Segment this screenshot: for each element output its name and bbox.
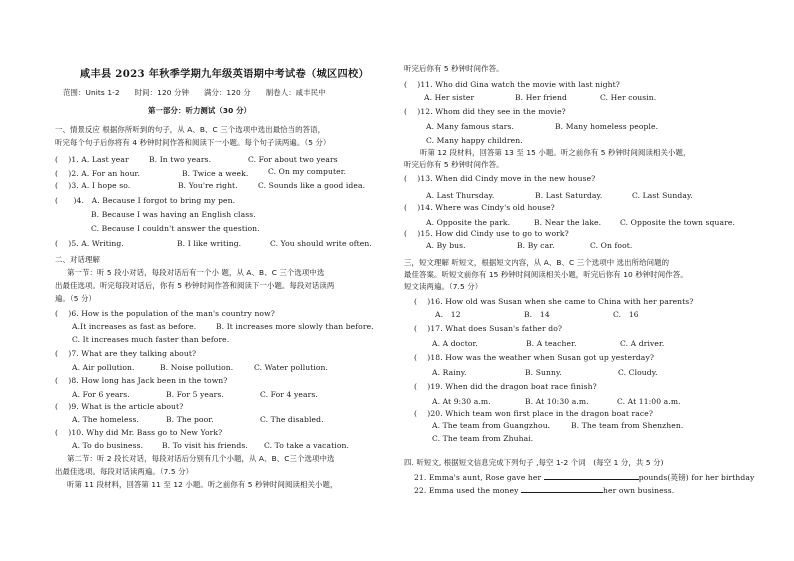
- material-12-answer-time: 听完后你有 5 秒钟时间作答。: [404, 160, 504, 169]
- q7-option-a: A. Air pollution.: [72, 363, 135, 372]
- q8-option-a: A. For 6 years.: [72, 390, 130, 399]
- q21-answer-blank[interactable]: [544, 472, 639, 480]
- q18-option-b: B. Sunny.: [525, 368, 562, 377]
- material-12-instruction: 听第 12 段材料，回答第 13 至 15 小题。听之前你有 5 秒钟时间阅读相关小题，: [420, 148, 691, 157]
- question-22: [414, 485, 674, 496]
- q18-stem: ( )18. How was the weather when Susan got up yesterday?: [414, 353, 655, 362]
- q8-stem: ( )8. How long has Jack been in the town?: [55, 376, 228, 385]
- q4-option-c: C. Because I couldn't answer the question.: [91, 224, 260, 233]
- answer-time-note: 听完后你有 5 秒钟时间作答。: [404, 64, 504, 73]
- q3-option-a: ( )3. A. I hope so.: [55, 181, 131, 190]
- q4-option-a: ( )4. A. Because I forgot to bring my pen.: [55, 196, 236, 205]
- q2-option-c: C. On my computer.: [268, 167, 347, 176]
- q21-text-end: pounds(英镑) for her birthday: [638, 473, 755, 482]
- q6-option-c: C. It increases much faster than before.: [72, 335, 230, 344]
- q10-stem: ( )10. Why did Mr. Bass go to New York?: [55, 428, 223, 437]
- section4-heading: 四. 听短文, 根据短文信息完成下列句子 ,每空 1-2 个词 (每空 1 分，共 5 分): [404, 458, 664, 467]
- section3-instruction-line3: 短文读两遍。（7.5 分）: [404, 282, 483, 291]
- q4-option-b: B. Because I was having an English class.: [91, 210, 256, 219]
- section2-part2-line1: 第二节：听 2 段长对话，每段对话后分别有几个小题，从 A、B、C三个选项中选: [67, 454, 335, 463]
- q15-stem: ( )15. How did Cindy use to go to work?: [404, 229, 569, 238]
- q1-option-b: B. In two years.: [149, 155, 212, 164]
- q5-option-b: B. I like writing.: [177, 239, 242, 248]
- q9-option-a: A. The homeless.: [72, 415, 140, 424]
- q11-option-c: C. Her cousin.: [600, 93, 657, 102]
- q8-option-c: C. For 4 years.: [260, 390, 318, 399]
- q12-option-a: A. Many famous stars.: [426, 122, 515, 131]
- exam-title: 咸丰县 2023 年秋季学期九年级英语期中考试卷（城区四校）: [80, 68, 369, 80]
- q17-option-c: C. A driver.: [620, 339, 665, 348]
- q19-option-a: A. At 9:30 a.m.: [432, 397, 491, 406]
- q20-stem: ( )20. Which team won first place in the dragon boat race?: [414, 409, 654, 418]
- q13-option-a: A. Last Thursday.: [426, 191, 495, 200]
- q7-option-b: B. Noise pollution.: [160, 363, 234, 372]
- q2-option-a: ( )2. A. For an hour.: [55, 169, 140, 178]
- q3-option-b: B. You're right.: [178, 181, 238, 190]
- q7-option-c: C. Water pollution.: [254, 363, 329, 372]
- q3-option-c: C. Sounds like a good idea.: [258, 181, 366, 190]
- q20-option-b: B. The team from Shenzhen.: [571, 421, 684, 430]
- section2-part2-line2: 出最佳选项。每段对话读两遍。（7.5 分）: [55, 467, 194, 476]
- q9-stem: ( )9. What is the article about?: [55, 402, 184, 411]
- q5-option-a: ( )5. A. Writing.: [55, 239, 124, 248]
- section3-instruction-line1: 三，短文理解 听短文，根据短文内容，从 A、B、C 三个选项中 选出所给问题的: [404, 258, 670, 267]
- q10-option-c: C. To take a vacation.: [264, 441, 350, 450]
- section1-instruction-line1: 一、情景反应 根据你所听到的句子，从 A、B、C 三个选项中选出最恰当的答语，: [55, 125, 326, 134]
- q14-stem: ( )14. Where was Cindy's old house?: [404, 203, 555, 212]
- q13-option-b: B. Last Saturday.: [535, 191, 603, 200]
- q6-stem: ( )6. How is the population of the man's country now?: [55, 309, 275, 318]
- q9-option-b: B. The poor.: [166, 415, 214, 424]
- section3-instruction-line2: 最佳答案。听短文前你有 15 秒钟时间阅读相关小题，听完后你有 10 秒钟时间作答。: [404, 270, 688, 279]
- q18-option-c: C. Cloudy.: [618, 368, 658, 377]
- q1-option-c: C. For about two years: [248, 155, 338, 164]
- q14-option-a: A. Opposite the park.: [426, 218, 511, 227]
- q22-text-start: 22. Emma used the money: [414, 486, 522, 495]
- q14-option-c: C. Opposite the town square.: [620, 218, 735, 227]
- question-21: [414, 472, 754, 483]
- q19-stem: ( )19. When did the dragon boat race finish?: [414, 382, 597, 391]
- q15-option-a: A. By bus.: [426, 241, 466, 250]
- q19-option-c: C. At 11:00 a.m.: [617, 397, 681, 406]
- q15-option-c: C. On foot.: [590, 241, 633, 250]
- material-11-instruction: 听第 11 段材料，回答第 11 至 12 小题。听之前你有 5 秒钟时间阅读相关小题，: [67, 480, 338, 489]
- q11-stem: ( )11. Who did Gina watch the movie with last night?: [404, 80, 620, 89]
- q10-option-a: A. To do business.: [72, 441, 144, 450]
- q13-option-c: C. Last Sunday.: [632, 191, 693, 200]
- q17-option-a: A. A doctor.: [432, 339, 478, 348]
- section2-instruction-line2: 出最佳选项。听完每段对话后，你有 5 秒钟时间作答和阅读下一小题。每段对话读两: [55, 281, 335, 290]
- q11-option-a: A. Her sister: [424, 93, 475, 102]
- q15-option-b: B. By car.: [517, 241, 555, 250]
- part1-heading: 第一部分：听力测试（30 分）: [148, 106, 252, 115]
- q17-option-b: B. A teacher.: [526, 339, 577, 348]
- q22-text-end: her own business.: [603, 486, 675, 495]
- q21-text-start: 21. Emma's aunt, Rose gave her: [414, 473, 544, 482]
- q22-answer-blank[interactable]: [521, 485, 603, 493]
- q8-option-b: B. For 5 years.: [166, 390, 224, 399]
- q1-option-a: ( )1. A. Last year: [55, 155, 129, 164]
- q6-option-a: A.It increases as fast as before.: [72, 322, 197, 331]
- section1-instruction-line2: 听完每个句子后你将有 4 秒钟时间作答和阅读下一小题。每个句子读两遍。（5 分）: [55, 138, 331, 147]
- exam-info: 范围：Units 1-2 时间：120 分钟 满分：120 分 制卷人：咸丰民中: [63, 88, 326, 97]
- q2-option-b: B. Twice a week.: [182, 169, 249, 178]
- q16-stem: ( )16. How old was Susan when she came to China with her parents?: [414, 297, 694, 306]
- q19-option-b: B. At 10:30 a.m.: [525, 397, 589, 406]
- q17-stem: ( )17. What does Susan's father do?: [414, 324, 563, 333]
- q20-option-c: C. The team from Zhuhai.: [432, 434, 534, 443]
- q20-option-a: A. The team from Guangzhou.: [432, 421, 551, 430]
- q16-option-c: C. 16: [613, 310, 639, 319]
- q12-option-c: C. Many happy children.: [426, 136, 523, 145]
- q9-option-c: C. The disabled.: [260, 415, 324, 424]
- q16-option-b: B. 14: [524, 310, 550, 319]
- q11-option-b: B. Her friend: [515, 93, 567, 102]
- q7-stem: ( )7. What are they talking about?: [55, 349, 197, 358]
- section2-instruction-line3: 遍。（5 分）: [55, 294, 97, 303]
- section2-instruction-line1: 第一节：听 5 段小对话，每段对话后有一个小 题，从 A、B、C 三个选项中选: [67, 268, 325, 277]
- section2-heading: 二、对话理解: [55, 255, 100, 264]
- q12-option-b: B. Many homeless people.: [555, 122, 659, 131]
- q5-option-c: C. You should write often.: [270, 239, 372, 248]
- q12-stem: ( )12. Whom did they see in the movie?: [404, 107, 566, 116]
- q18-option-a: A. Rainy.: [432, 368, 467, 377]
- q6-option-b: B. It increases more slowly than before.: [216, 322, 374, 331]
- q13-stem: ( )13. When did Cindy move in the new house?: [404, 174, 596, 183]
- q16-option-a: A. 12: [435, 310, 461, 319]
- q10-option-b: B. To visit his friends.: [162, 441, 248, 450]
- q14-option-b: B. Near the lake.: [534, 218, 602, 227]
